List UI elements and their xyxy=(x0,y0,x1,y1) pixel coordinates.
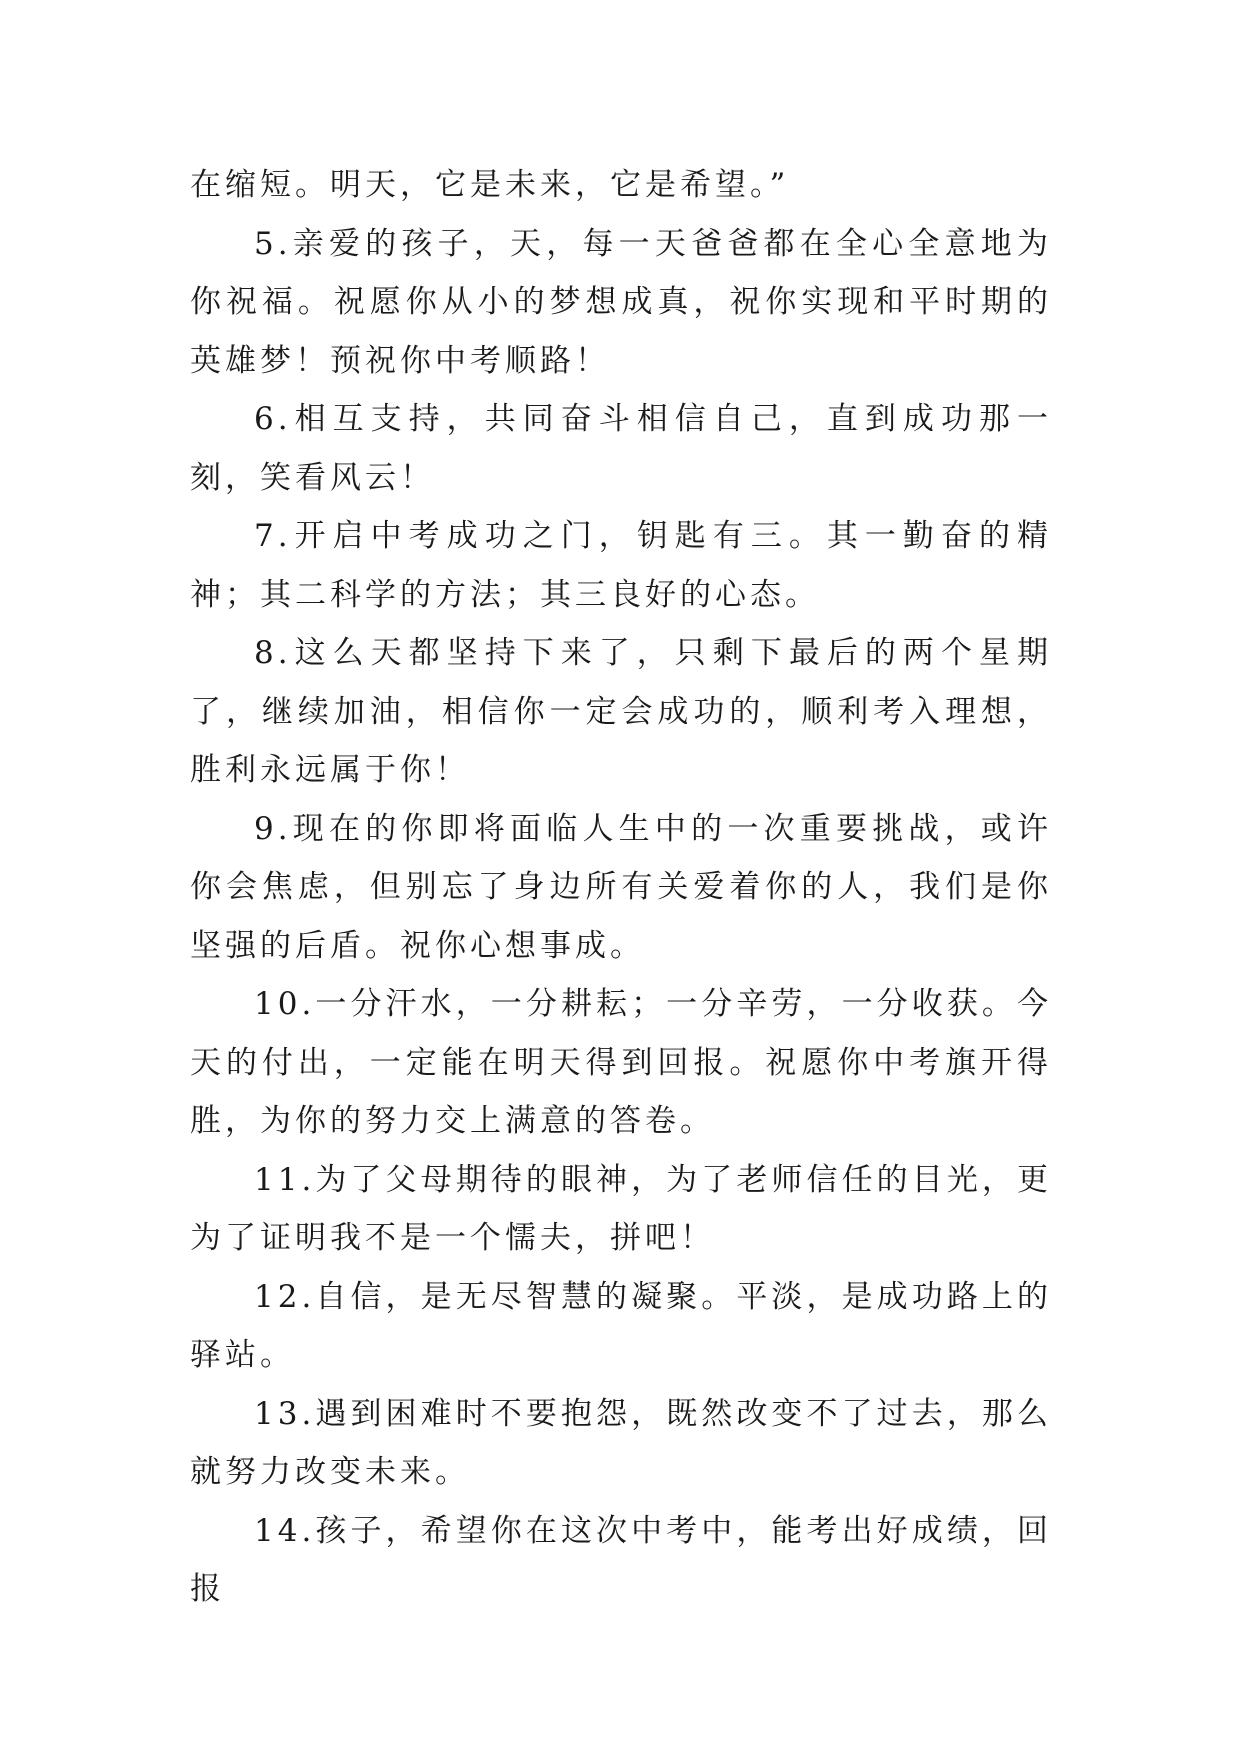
paragraph-item-10: 10.一分汗水，一分耕耘；一分辛劳，一分收获。今天的付出，一定能在明天得到回报。祝愿你中考旗开得胜，为你的努力交上满意的答卷。 xyxy=(190,986,1052,1139)
paragraph-item-14: 14.孩子，希望你在这次中考中，能考出好成绩，回报 xyxy=(190,1512,1052,1607)
paragraph-item-8: 8.这么天都坚持下来了，只剩下最后的两个星期了，继续加油，相信你一定会成功的，顺利考入理想，胜利永远属于你！ xyxy=(190,635,1052,788)
paragraph-item-9: 9.现在的你即将面临人生中的一次重要挑战，或许你会焦虑，但别忘了身边所有关爱着你的人，我们是你坚强的后盾。祝你心想事成。 xyxy=(190,810,1052,964)
paragraph-item-13: 13.遇到困难时不要抱怨，既然改变不了过去，那么就努力改变未来。 xyxy=(190,1395,1052,1490)
paragraph-item-12: 12.自信，是无尽智慧的凝聚。平淡，是成功路上的驿站。 xyxy=(190,1278,1052,1373)
paragraph-item-11: 11.为了父母期待的眼神，为了老师信任的目光，更为了证明我不是一个懦夫，拼吧！ xyxy=(190,1161,1052,1256)
paragraph-continuation: 在缩短。明天，它是未来，它是希望。” xyxy=(190,167,790,203)
paragraph-item-7: 7.开启中考成功之门，钥匙有三。其一勤奋的精神；其二科学的方法；其三良好的心态。 xyxy=(190,518,1052,613)
paragraph-item-6: 6.相互支持，共同奋斗相信自己，直到成功那一刻，笑看风云！ xyxy=(190,401,1052,496)
document-body xyxy=(190,156,1052,1619)
paragraph-item-5: 5.亲爱的孩子，天，每一天爸爸都在全心全意地为你祝福。祝愿你从小的梦想成真，祝你实现和平时期的英雄梦！预祝你中考顺路！ xyxy=(190,225,1052,379)
